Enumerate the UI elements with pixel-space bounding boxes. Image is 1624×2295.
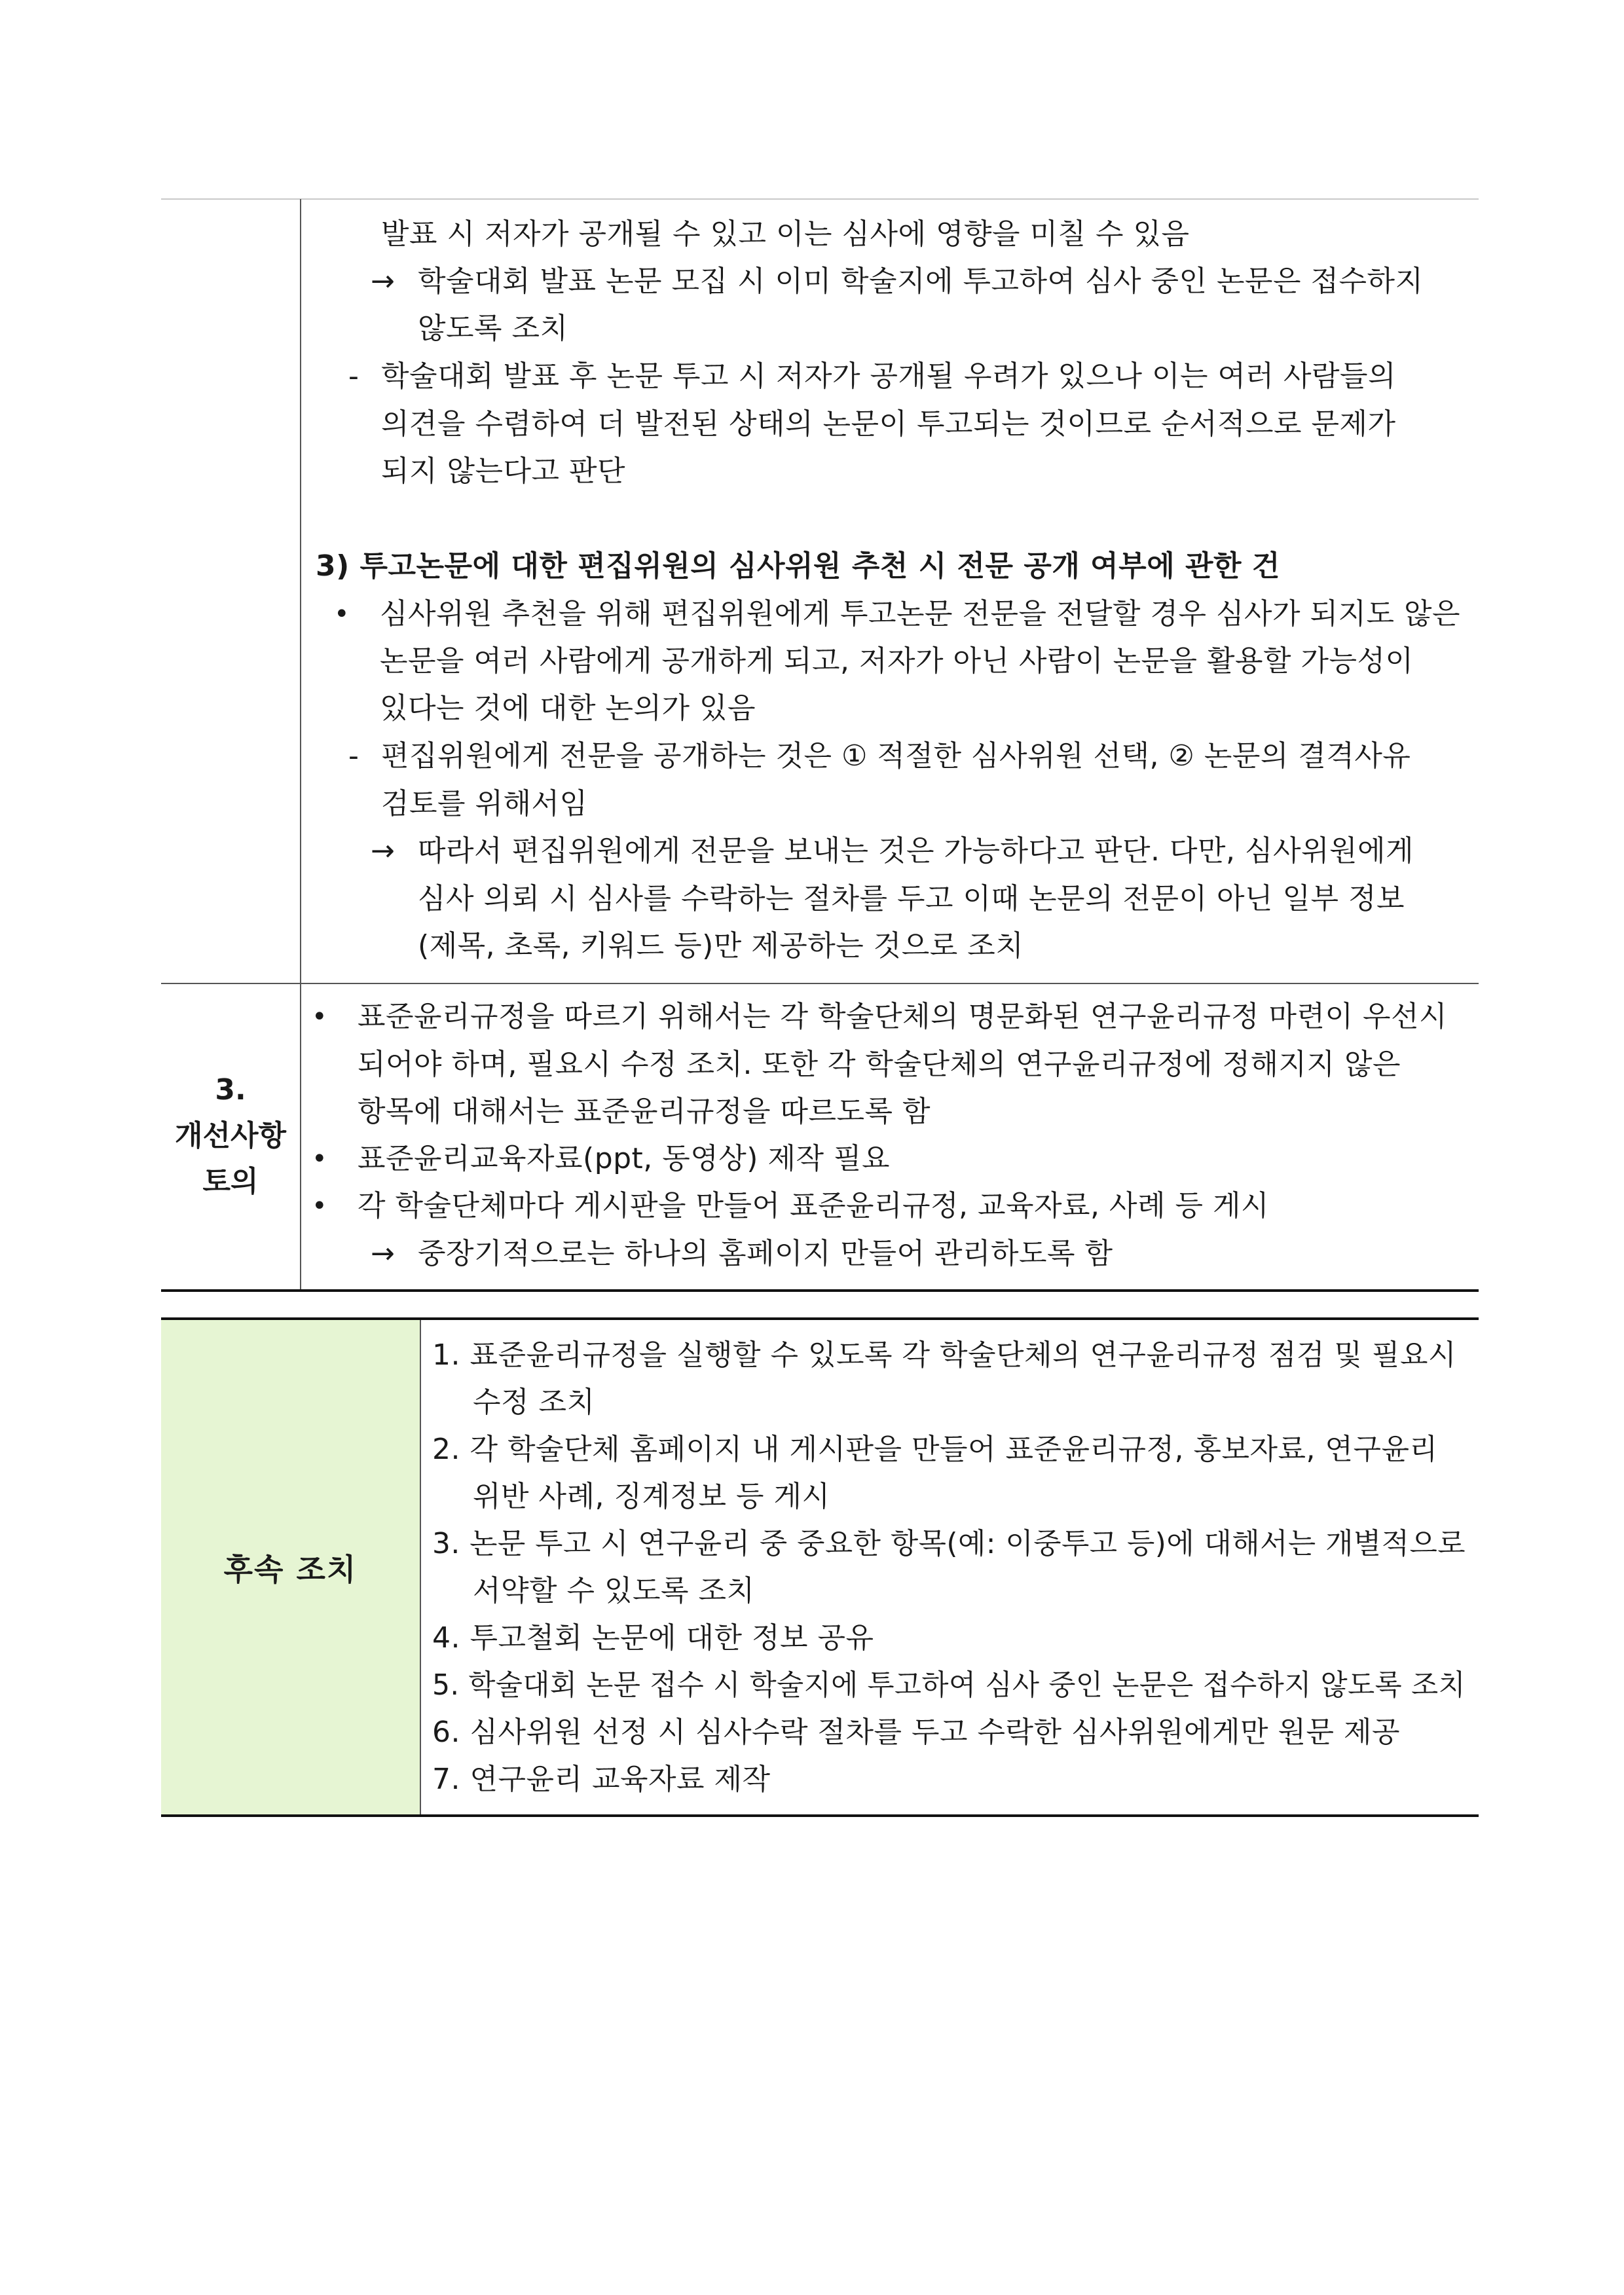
- followup-item-continuation: 수정 조치: [473, 1386, 595, 1419]
- bullet-icon: •: [312, 1191, 327, 1221]
- body-text-line: 논문을 여러 사람에게 공개하게 되고, 저자가 아닌 사람이 논문을 활용할 가능성이: [380, 644, 1414, 678]
- section-label-title: 개선사항: [174, 1119, 286, 1152]
- body-text-line: 표준윤리규정을 따르기 위해서는 각 학술단체의 명문화된 연구윤리규정 마련이 우선시: [358, 1000, 1448, 1033]
- body-text-line: 표준윤리교육자료(ppt, 동영상) 제작 필요: [358, 1142, 890, 1175]
- body-text-line: 학술대회 발표 후 논문 투고 시 저자가 공개될 우려가 있으나 이는 여러 사람들의: [381, 359, 1396, 393]
- body-text-line: 심사 의뢰 시 심사를 수락하는 절차를 두고 이때 논문의 전문이 아닌 일부 정보: [418, 882, 1405, 915]
- section-label-title: 토의: [202, 1165, 259, 1198]
- followup-item: 3. 논문 투고 시 연구윤리 중 중요한 항목(예: 이중투고 등)에 대해서는 개별적으로: [432, 1527, 1466, 1560]
- body-text-line: 따라서 편집위원에게 전문을 보내는 것은 가능하다고 판단. 다만, 심사위원에게: [418, 834, 1414, 868]
- followup-item: 2. 각 학술단체 홈페이지 내 게시판을 만들어 표준윤리규정, 홍보자료, 연구윤리: [432, 1433, 1438, 1466]
- section-label-number: 3.: [215, 1073, 246, 1107]
- body-text-line: 발표 시 저자가 공개될 수 있고 이는 심사에 영향을 미칠 수 있음: [381, 217, 1190, 251]
- table-row-divider: [161, 983, 1479, 984]
- body-text-line: 편집위원에게 전문을 공개하는 것은 ① 적절한 심사위원 선택, ② 논문의 결격사유: [381, 739, 1411, 773]
- followup-item: 4. 투고철회 논문에 대한 정보 공유: [432, 1621, 874, 1655]
- bullet-icon: •: [312, 1002, 327, 1032]
- followup-label-cell: [161, 1320, 421, 1814]
- body-text-line: 검토를 위해서임: [381, 787, 588, 820]
- body-text-line: 항목에 대해서는 표준윤리규정을 따르도록 함: [358, 1095, 931, 1128]
- dash-marker: -: [348, 359, 359, 393]
- table-column-divider: [300, 199, 301, 1289]
- followup-item: 6. 심사위원 선정 시 심사수락 절차를 두고 수락한 심사위원에게만 원문 제공: [432, 1716, 1400, 1749]
- followup-item: 5. 학술대회 논문 접수 시 학술지에 투고하여 심사 중인 논문은 접수하지 않도록 조치: [432, 1668, 1466, 1702]
- body-text-line: 의견을 수렴하여 더 발전된 상태의 논문이 투고되는 것이므로 순서적으로 문제가: [381, 407, 1396, 441]
- body-text-line: 심사위원 추천을 위해 편집위원에게 투고논문 전문을 전달할 경우 심사가 되지도 않은: [380, 597, 1460, 631]
- followup-item: 7. 연구윤리 교육자료 제작: [432, 1763, 771, 1796]
- followup-table-bottom-border: [161, 1814, 1479, 1817]
- followup-item: 1. 표준윤리규정을 실행할 수 있도록 각 학술단체의 연구윤리규정 점검 및 필요시: [432, 1338, 1456, 1372]
- dash-marker: -: [348, 739, 359, 773]
- body-text-line: [418, 262, 1466, 301]
- body-text-line: 있다는 것에 대한 논의가 있음: [380, 691, 756, 725]
- table-bottom-border: [161, 1289, 1479, 1292]
- followup-item-continuation: 서약할 수 있도록 조치: [473, 1574, 755, 1607]
- body-text-line: 않도록 조치: [418, 312, 568, 345]
- table-top-border: [161, 198, 1479, 200]
- arrow-icon: →: [371, 834, 395, 868]
- body-text-line: 중장기적으로는 하나의 홈페이지 만들어 관리하도록 함: [418, 1237, 1113, 1270]
- followup-label: 후속 조치: [223, 1551, 358, 1587]
- followup-item-continuation: 위반 사례, 징계정보 등 게시: [473, 1480, 830, 1513]
- body-text-line: 각 학술단체마다 게시판을 만들어 표준윤리규정, 교육자료, 사례 등 게시: [358, 1189, 1269, 1222]
- bullet-icon: •: [312, 1144, 327, 1174]
- body-text-line: 되어야 하며, 필요시 수정 조치. 또한 각 학술단체의 연구윤리규정에 정해지지 않은: [358, 1048, 1401, 1081]
- arrow-icon: →: [371, 265, 395, 298]
- bullet-icon: •: [334, 599, 350, 629]
- text-span: 학술대회 발표 논문 모집 시 이미 학술지에 투고하여 심사 중인 논문은 접수하지: [418, 265, 1424, 298]
- arrow-icon: →: [371, 1237, 395, 1270]
- subheading: 3) 투고논문에 대한 편집위원의 심사위원 추천 시 전문 공개 여부에 관한 건: [316, 549, 1280, 583]
- body-text-line: (제목, 초록, 키워드 등)만 제공하는 것으로 조치: [418, 929, 1024, 963]
- body-text-line: 되지 않는다고 판단: [381, 454, 626, 488]
